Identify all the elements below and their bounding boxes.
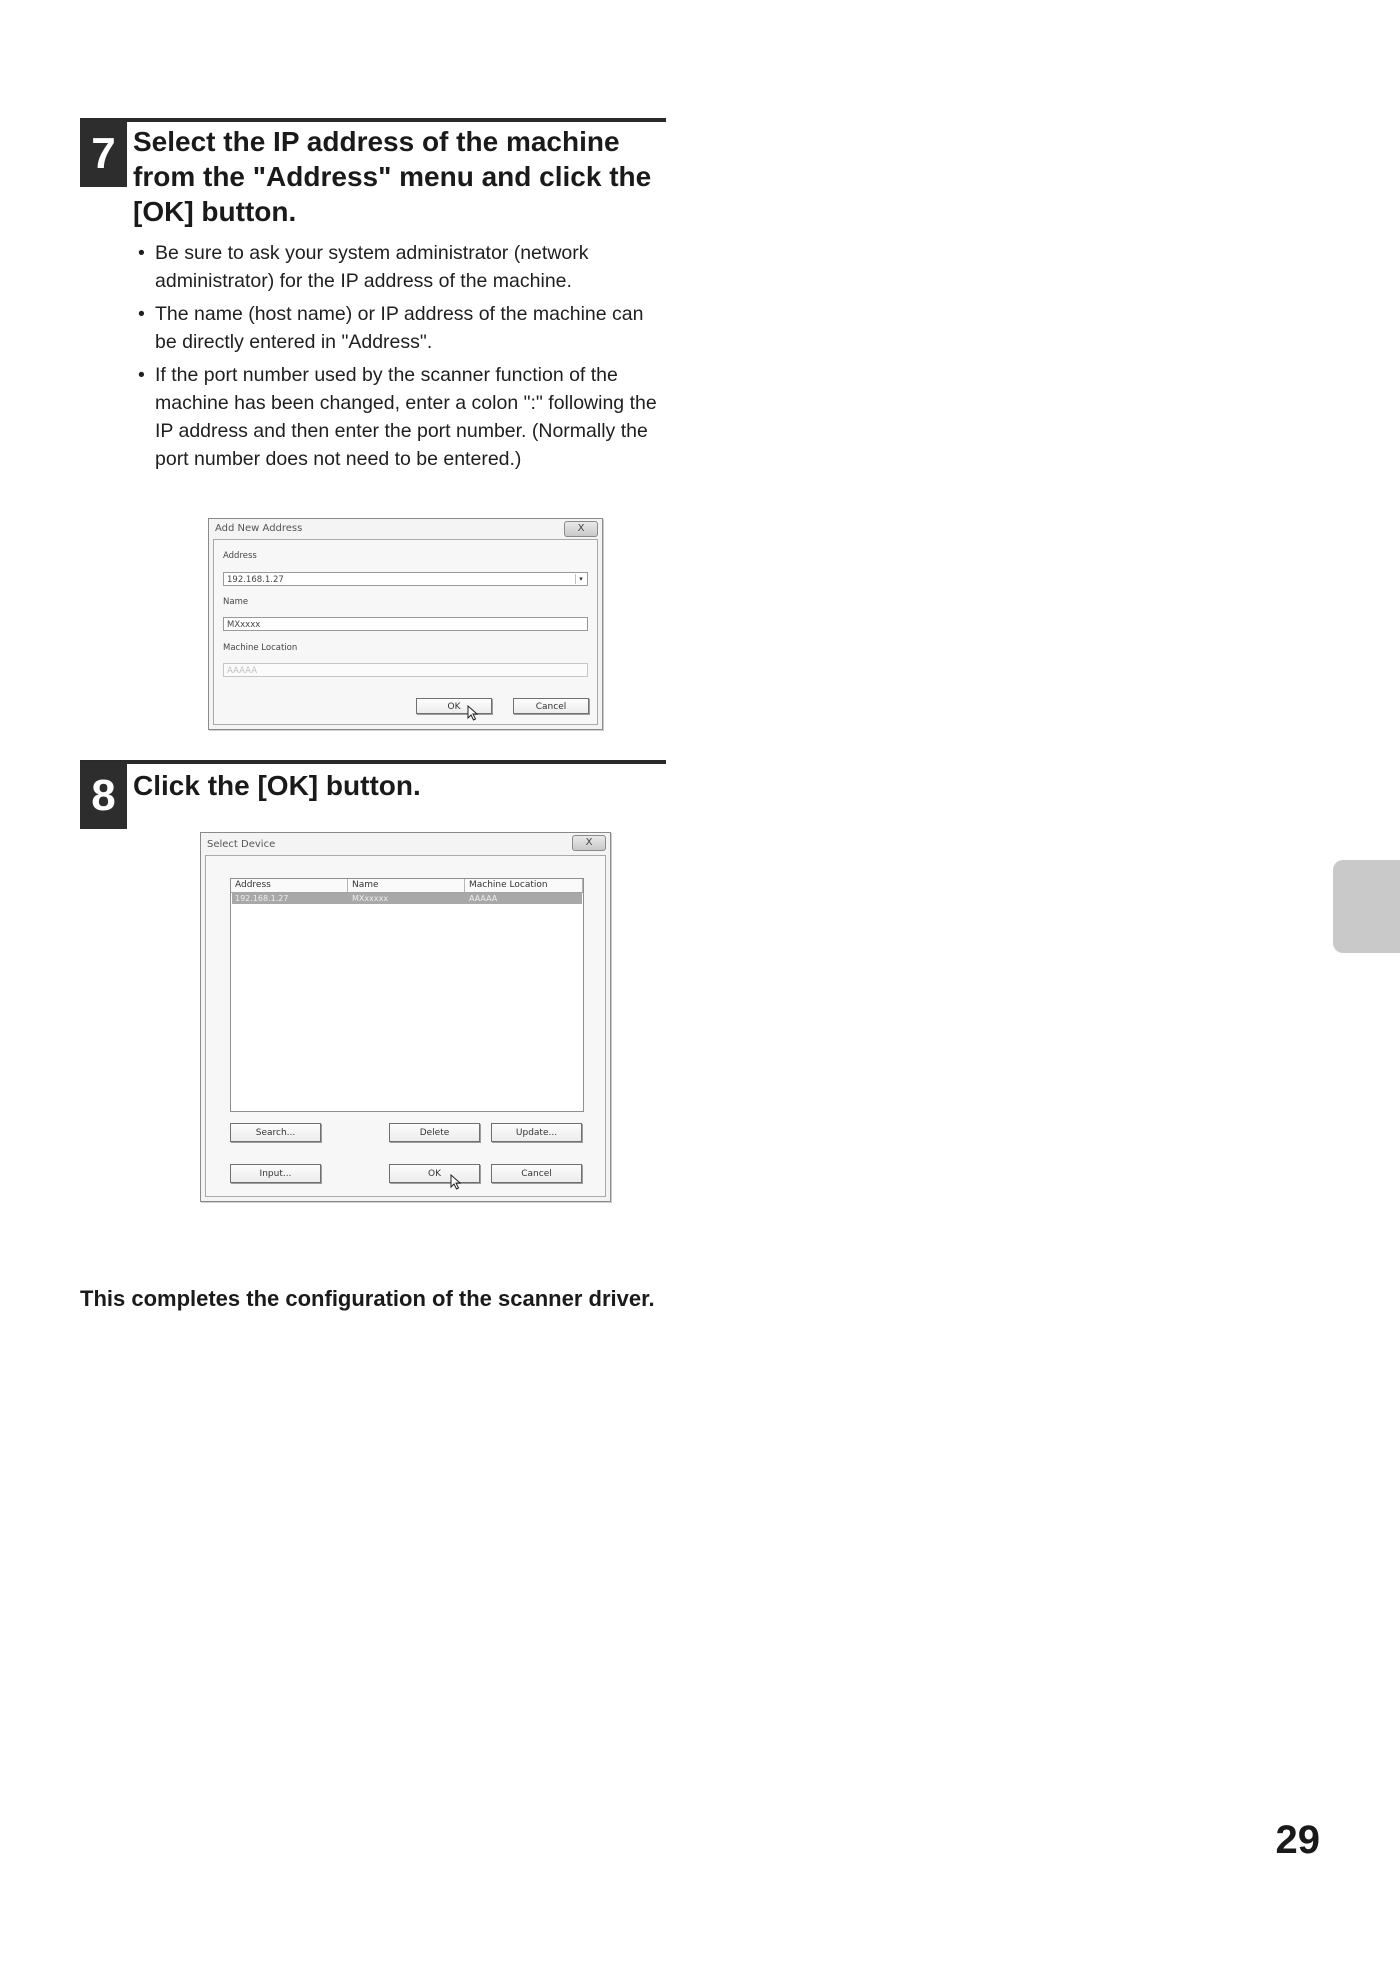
name-field[interactable]: MXxxxx	[223, 617, 588, 631]
column-header-name[interactable]: Name	[348, 879, 465, 892]
note-item	[136, 361, 666, 473]
bullet-icon: •	[138, 242, 145, 264]
note-item	[136, 239, 666, 295]
step-7-number: 7	[80, 120, 127, 187]
conclusion-text: This completes the configuration of the scanner driver.	[80, 1286, 655, 1311]
address-label: Address	[223, 551, 257, 561]
device-list[interactable]	[230, 878, 584, 1112]
machine-location-label: Machine Location	[223, 643, 298, 653]
column-header-machine-location[interactable]: Machine Location	[465, 879, 583, 892]
address-dropdown[interactable]	[223, 572, 588, 586]
chevron-down-icon[interactable]: ▾	[575, 574, 586, 584]
delete-button[interactable]: Delete	[389, 1123, 480, 1142]
search-button[interactable]: Search...	[230, 1123, 321, 1142]
step-8-title: Click the [OK] button.	[133, 770, 421, 801]
machine-location-field[interactable]: AAAAA	[223, 663, 588, 677]
update-button[interactable]: Update...	[491, 1123, 582, 1142]
row-address: 192.168.1.27	[235, 894, 289, 903]
close-icon[interactable]: X	[572, 835, 606, 851]
address-value: 192.168.1.27	[227, 575, 284, 585]
step-7-notes	[136, 239, 666, 478]
step-7-rule	[80, 118, 666, 122]
dialog-body	[205, 855, 606, 1197]
note-item	[136, 300, 666, 356]
ok-button[interactable]: OK	[389, 1164, 480, 1183]
cancel-button[interactable]: Cancel	[491, 1164, 582, 1183]
dialog-body	[213, 539, 598, 725]
select-device-dialog	[200, 832, 611, 1202]
mouse-pointer-icon	[467, 705, 479, 721]
page-number: 29	[1275, 1818, 1320, 1862]
name-label: Name	[223, 597, 249, 607]
table-row[interactable]	[232, 893, 582, 904]
dialog-title: Select Device	[207, 839, 276, 850]
note-text: The name (host name) or IP address of the machine can be directly entered in "Address".	[155, 303, 644, 353]
note-text: Be sure to ask your system administrator (network administrator) for the IP address of the machine.	[155, 242, 589, 292]
dialog-title: Add New Address	[215, 523, 303, 534]
step-8-number: 8	[80, 762, 127, 829]
device-list-header	[231, 879, 583, 893]
note-text: If the port number used by the scanner function of the machine has been changed, enter a colon ":" following the IP address and then enter the port number. (Normally the port number does not need to be entered.)	[155, 364, 657, 470]
mouse-pointer-icon	[450, 1174, 462, 1190]
cancel-button[interactable]: Cancel	[513, 698, 589, 714]
ok-button[interactable]: OK	[416, 698, 492, 714]
step-7-title: Select the IP address of the machine from the "Address" menu and click the [OK] button.	[133, 126, 652, 227]
bullet-icon: •	[138, 364, 145, 386]
step-8-rule	[80, 760, 666, 764]
row-machine-location: AAAAA	[469, 894, 498, 903]
column-header-address[interactable]: Address	[231, 879, 348, 892]
close-icon[interactable]: X	[564, 521, 598, 537]
add-new-address-dialog	[208, 518, 603, 730]
row-name: MXxxxxx	[352, 894, 389, 903]
input-button[interactable]: Input...	[230, 1164, 321, 1183]
bullet-icon: •	[138, 303, 145, 325]
chapter-tab	[1333, 860, 1400, 953]
